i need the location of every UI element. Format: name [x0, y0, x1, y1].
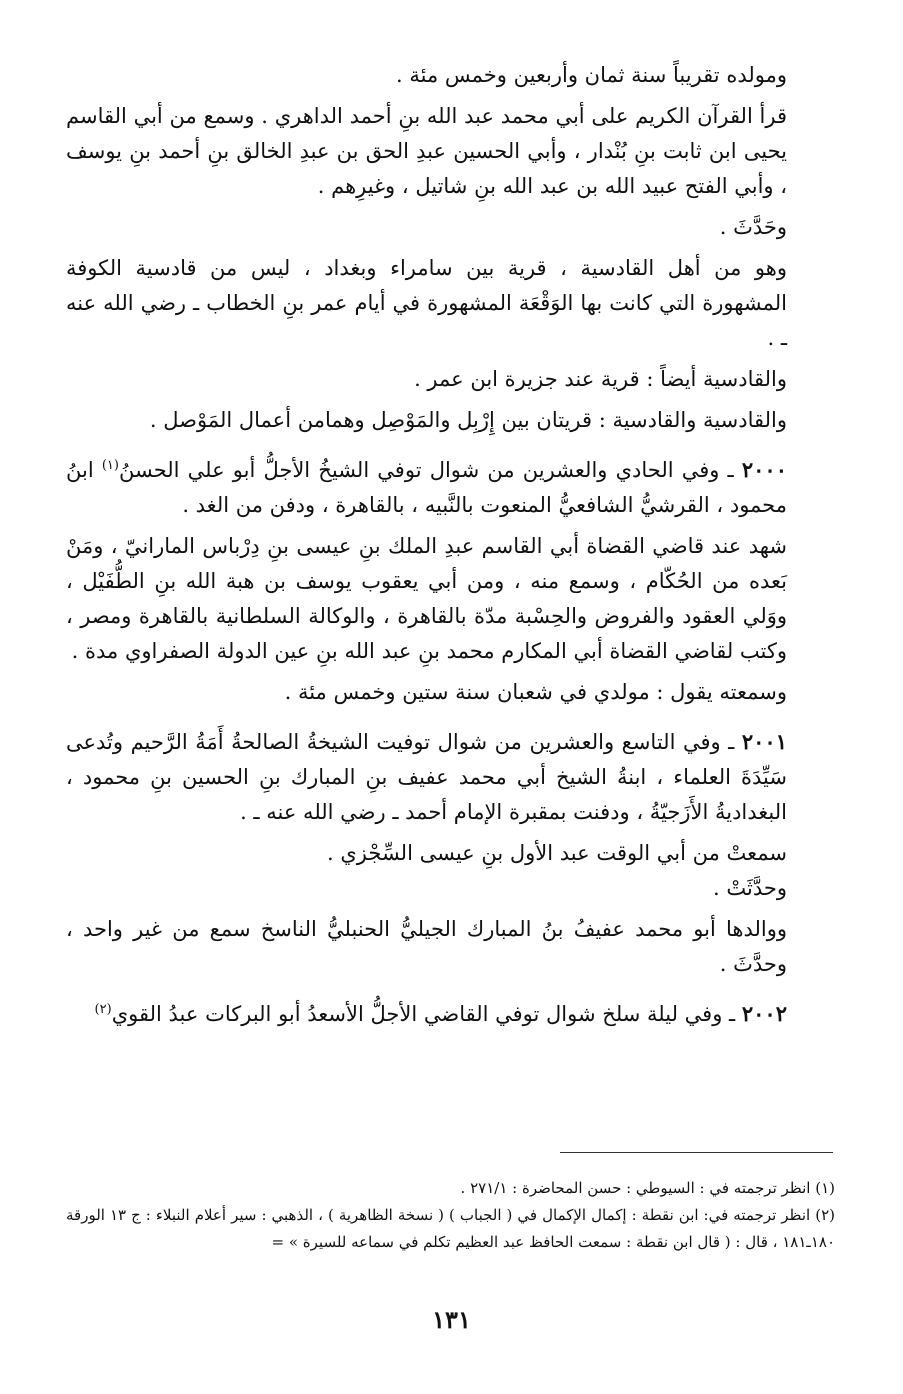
- paragraph: والقادسية والقادسية : قريتان بين إِرْبِل والمَوْصِل وهمامن أعمال المَوْصل .: [149, 408, 787, 432]
- footnote-divider: [560, 1152, 833, 1153]
- paragraph: سمعتْ من أبي الوقت عبد الأول بنِ عيسى السِّجْزي .: [327, 841, 787, 865]
- footnotes: [66, 1175, 835, 1256]
- entry-text: ابنُ محمود ، القرشيُّ الشافعيُّ المنعوت بالنَّبيه ، بالقاهرة ، ودفن من الغد .: [66, 458, 787, 517]
- paragraph: وحدَّثَتْ .: [713, 876, 787, 900]
- entry-text: ـ وفي ليلة سلخ شوال توفي القاضي الأجلُّ الأسعدُ أبو البركات عبدُ القوي: [111, 1002, 736, 1026]
- entry-2001: [66, 724, 835, 830]
- entry-number: ٢٠٠٠: [741, 457, 787, 482]
- paragraph: ووالدها أبو محمد عفيفُ بنُ المبارك الجيليُّ الحنبليُّ الناسخ سمع من غير واحد ، وحدَّثَ .: [66, 917, 787, 976]
- paragraph: وسمعته يقول : مولدي في شعبان سنة ستين وخمس مئة .: [284, 680, 787, 704]
- entry-2000: [66, 452, 835, 523]
- paragraph: وحَدَّثَ .: [719, 215, 787, 239]
- paragraph: وهو من أهل القادسية ، قرية بين سامراء وبغداد ، ليس من قادسية الكوفة المشهورة التي كانت بها الوَقْعَة المشهورة في أيام عمر بنِ الخطاب ـ رضي الله عنه ـ .: [66, 256, 787, 350]
- entry-2002: [66, 996, 835, 1032]
- paragraph: ومولده تقريباً سنة ثمان وأربعين وخمس مئة .: [396, 63, 787, 87]
- entry-number: ٢٠٠٢: [741, 1001, 787, 1026]
- footnote: (٢) انظر ترجمته في: ابن نقطة : إكمال الإكمال في ( الجباب ) ( نسخة الظاهرية ) ، الذهبي : سير أعلام النبلاء : ج ١٣ الورقة ١٨٠ـ١٨١ ، قال : ( قال ابن نقطة : سمعت الحافظ عبد العظيم تكلم في سماعه للسيرة » =: [66, 1206, 835, 1251]
- footnote-ref: (١): [101, 458, 119, 473]
- entry-text: ـ وفي الحادي والعشرين من شوال توفي الشيخُ الأجلُّ أبو علي الحسنُ: [118, 458, 734, 482]
- entry-text: ـ وفي التاسع والعشرين من شوال توفيت الشيخةُ الصالحةُ أَمَةُ الرَّحيم وتُدعى سَيِّدَةَ العلماء ، ابنةُ الشيخ أبي محمد عفيف بنِ المبارك بنِ الحسين بنِ محمود ، البغداديةُ الأَزَجيّةُ ، ودفنت بمقبرة الإمام أحمد ـ رضي الله عنه ـ .: [66, 730, 787, 824]
- main-text: [66, 58, 835, 1032]
- paragraph: قرأ القرآن الكريم على أبي محمد عبد الله بنِ أحمد الداهري . وسمع من أبي القاسم يحيى ابن ثابت بنِ بُنْدار ، وأبي الحسين عبدِ الحق بن عبدِ الخالق بنِ أحمد بنِ يوسف ، وأبي الفتح عبيد الله بن عبد الله بنِ شاتيل ، وغيرِهم .: [66, 104, 787, 198]
- entry-number: ٢٠٠١: [741, 729, 787, 754]
- page-number: ١٣١: [432, 1305, 471, 1334]
- footnote-ref: (٢): [94, 1002, 112, 1017]
- paragraph: والقادسية أيضاً : قرية عند جزيرة ابن عمر .: [414, 367, 787, 391]
- paragraph: شهد عند قاضي القضاة أبي القاسم عبدِ الملك بنِ عيسى بنِ دِرْباس المارانيّ ، ومَنْ بَعده من الحُكّام ، وسمع منه ، ومن أبي يعقوب يوسف بن هبة الله بنِ الطُّفَيْل ، ووَلي العقود والفروض والحِسْبة مدّة بالقاهرة ، والوكالة السلطانية بالقاهرة ومصر ، وكتب لقاضي القضاة أبي المكارم محمد بنِ عبد الله بنِ عين الدولة الصفراوي مدة .: [66, 534, 787, 663]
- footnote: (١) انظر ترجمته في : السيوطي : حسن المحاضرة : ٢٧١/١ .: [460, 1179, 835, 1197]
